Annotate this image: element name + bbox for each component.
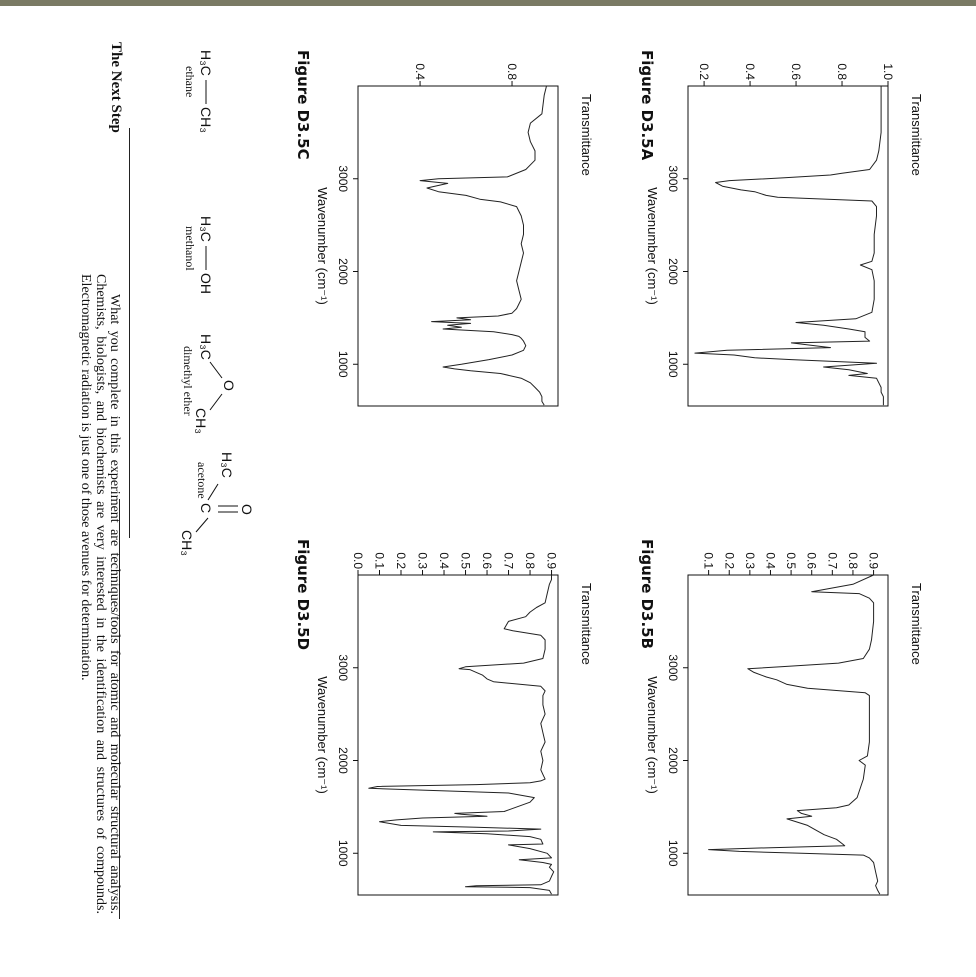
y-tick-label-b-0: 0.1 bbox=[701, 552, 716, 569]
next-step-paragraph: What you complete in this experiment are techniques/tools for atomic and molecular structural analysis. Chemists, biologists, and biochemists are very interested in the identification and structures of compounds. Electromagnetic radiation is just one of those avenues for determination. bbox=[78, 274, 122, 914]
spectrum-line-a bbox=[695, 86, 884, 405]
y-axis-title-d: Transmittance bbox=[579, 583, 594, 665]
ethane-right-group: CH₃ bbox=[198, 107, 214, 133]
spectrum-line-b bbox=[709, 575, 880, 894]
x-tick-label-a-2: 1000 bbox=[666, 350, 680, 378]
molecule-ethane bbox=[183, 50, 214, 133]
y-tick-label-b-7: 0.8 bbox=[845, 552, 860, 569]
y-tick-label-c-1: 0.8 bbox=[505, 63, 520, 80]
y-tick-label-b-1: 0.2 bbox=[722, 552, 737, 569]
molecule-dimethyl-ether bbox=[181, 334, 237, 434]
x-tick-label-d-1: 2000 bbox=[336, 747, 350, 774]
ir-spectrum-svg-c bbox=[315, 36, 596, 436]
y-tick-label-d-2: 0.2 bbox=[394, 552, 409, 569]
rotated-page-content bbox=[0, 6, 976, 977]
y-tick-label-d-8: 0.8 bbox=[523, 552, 538, 569]
acetone-bond-right bbox=[196, 518, 208, 532]
figure-label-b: Figure D3.5B bbox=[638, 539, 656, 650]
ethane-name: ethane bbox=[183, 66, 197, 98]
x-tick-label-b-1: 2000 bbox=[666, 747, 680, 774]
x-tick-label-c-2: 1000 bbox=[336, 350, 350, 378]
x-axis-title-b: Wavenumber (cm⁻¹) bbox=[645, 676, 660, 794]
molecule-structures bbox=[126, 6, 255, 566]
x-tick-label-d-2: 1000 bbox=[336, 839, 350, 867]
acetone-carbon: C bbox=[198, 503, 214, 514]
dimethyl-ether-bond-1 bbox=[210, 362, 222, 378]
y-tick-label-a-2: 0.6 bbox=[789, 63, 804, 80]
plot-frame-d bbox=[358, 575, 558, 895]
y-tick-label-b-5: 0.6 bbox=[804, 552, 819, 569]
x-axis-title-a: Wavenumber (cm⁻¹) bbox=[645, 187, 660, 305]
acetone-bond-left bbox=[208, 484, 218, 500]
methanol-name: methanol bbox=[183, 226, 197, 271]
figure-label-c: Figure D3.5C bbox=[294, 50, 312, 160]
y-tick-label-b-8: 0.9 bbox=[866, 552, 881, 569]
y-tick-label-d-0: 0.0 bbox=[351, 552, 365, 569]
figure-label-d: Figure D3.5D bbox=[294, 539, 312, 651]
y-tick-label-d-1: 0.1 bbox=[372, 552, 387, 569]
y-tick-label-a-4: 1.0 bbox=[881, 63, 895, 80]
dimethyl-ether-bond-2 bbox=[210, 394, 222, 410]
acetone-oxygen: O bbox=[239, 504, 255, 515]
ir-spectrum-svg-d bbox=[315, 525, 596, 925]
ethane-left-group: H₃C bbox=[198, 50, 214, 76]
x-tick-label-a-0: 3000 bbox=[666, 165, 680, 193]
dimethyl-ether-oxygen: O bbox=[221, 380, 237, 391]
acetone-right-group: CH₃ bbox=[179, 530, 195, 556]
x-tick-label-a-1: 2000 bbox=[666, 258, 680, 285]
ir-spectrum-chart-c bbox=[315, 36, 596, 436]
y-axis-title-a: Transmittance bbox=[909, 94, 924, 176]
page bbox=[0, 6, 976, 977]
methanol-right-group: OH bbox=[198, 273, 214, 294]
methanol-left-group: H₃C bbox=[198, 216, 214, 242]
y-tick-label-c-0: 0.4 bbox=[413, 63, 428, 80]
x-axis-title-d: Wavenumber (cm⁻¹) bbox=[315, 676, 330, 794]
figure-label-a: Figure D3.5A bbox=[638, 50, 656, 161]
y-tick-label-d-4: 0.4 bbox=[437, 552, 452, 569]
y-tick-label-b-6: 0.7 bbox=[825, 552, 840, 569]
x-tick-label-c-1: 2000 bbox=[336, 258, 350, 285]
molecule-acetone bbox=[179, 452, 255, 556]
y-tick-label-a-3: 0.8 bbox=[835, 63, 850, 80]
spectrum-line-d bbox=[369, 575, 554, 894]
y-tick-label-a-1: 0.4 bbox=[743, 63, 758, 80]
dimethyl-ether-right-group: CH₃ bbox=[193, 408, 209, 434]
y-axis-title-b: Transmittance bbox=[909, 583, 924, 665]
ir-spectrum-chart-d bbox=[315, 525, 596, 925]
y-tick-label-b-2: 0.3 bbox=[742, 552, 757, 569]
spectrum-line-c bbox=[420, 86, 546, 405]
x-tick-label-d-0: 3000 bbox=[336, 654, 350, 682]
x-axis-title-c: Wavenumber (cm⁻¹) bbox=[315, 187, 330, 305]
x-tick-label-c-0: 3000 bbox=[336, 165, 350, 193]
y-tick-label-d-5: 0.5 bbox=[458, 552, 473, 569]
y-tick-label-a-0: 0.2 bbox=[697, 63, 712, 80]
y-tick-label-d-3: 0.3 bbox=[415, 552, 430, 569]
molecule-methanol bbox=[183, 216, 214, 294]
x-tick-label-b-0: 3000 bbox=[666, 654, 680, 682]
y-axis-title-c: Transmittance bbox=[579, 94, 594, 176]
next-step-title: The Next Step bbox=[108, 42, 124, 133]
y-tick-label-b-3: 0.4 bbox=[763, 552, 778, 569]
x-tick-label-b-2: 1000 bbox=[666, 839, 680, 867]
dimethyl-ether-name: dimethyl ether bbox=[181, 346, 195, 416]
acetone-name: acetone bbox=[195, 462, 209, 499]
y-tick-label-b-4: 0.5 bbox=[784, 552, 799, 569]
acetone-left-group: H₃C bbox=[219, 452, 235, 478]
y-tick-label-d-6: 0.6 bbox=[480, 552, 495, 569]
y-tick-label-d-9: 0.9 bbox=[544, 552, 559, 569]
section-divider bbox=[129, 128, 130, 538]
dimethyl-ether-left-group: H₃C bbox=[198, 334, 214, 360]
plot-frame-a bbox=[688, 86, 888, 406]
y-tick-label-d-7: 0.7 bbox=[501, 552, 516, 569]
